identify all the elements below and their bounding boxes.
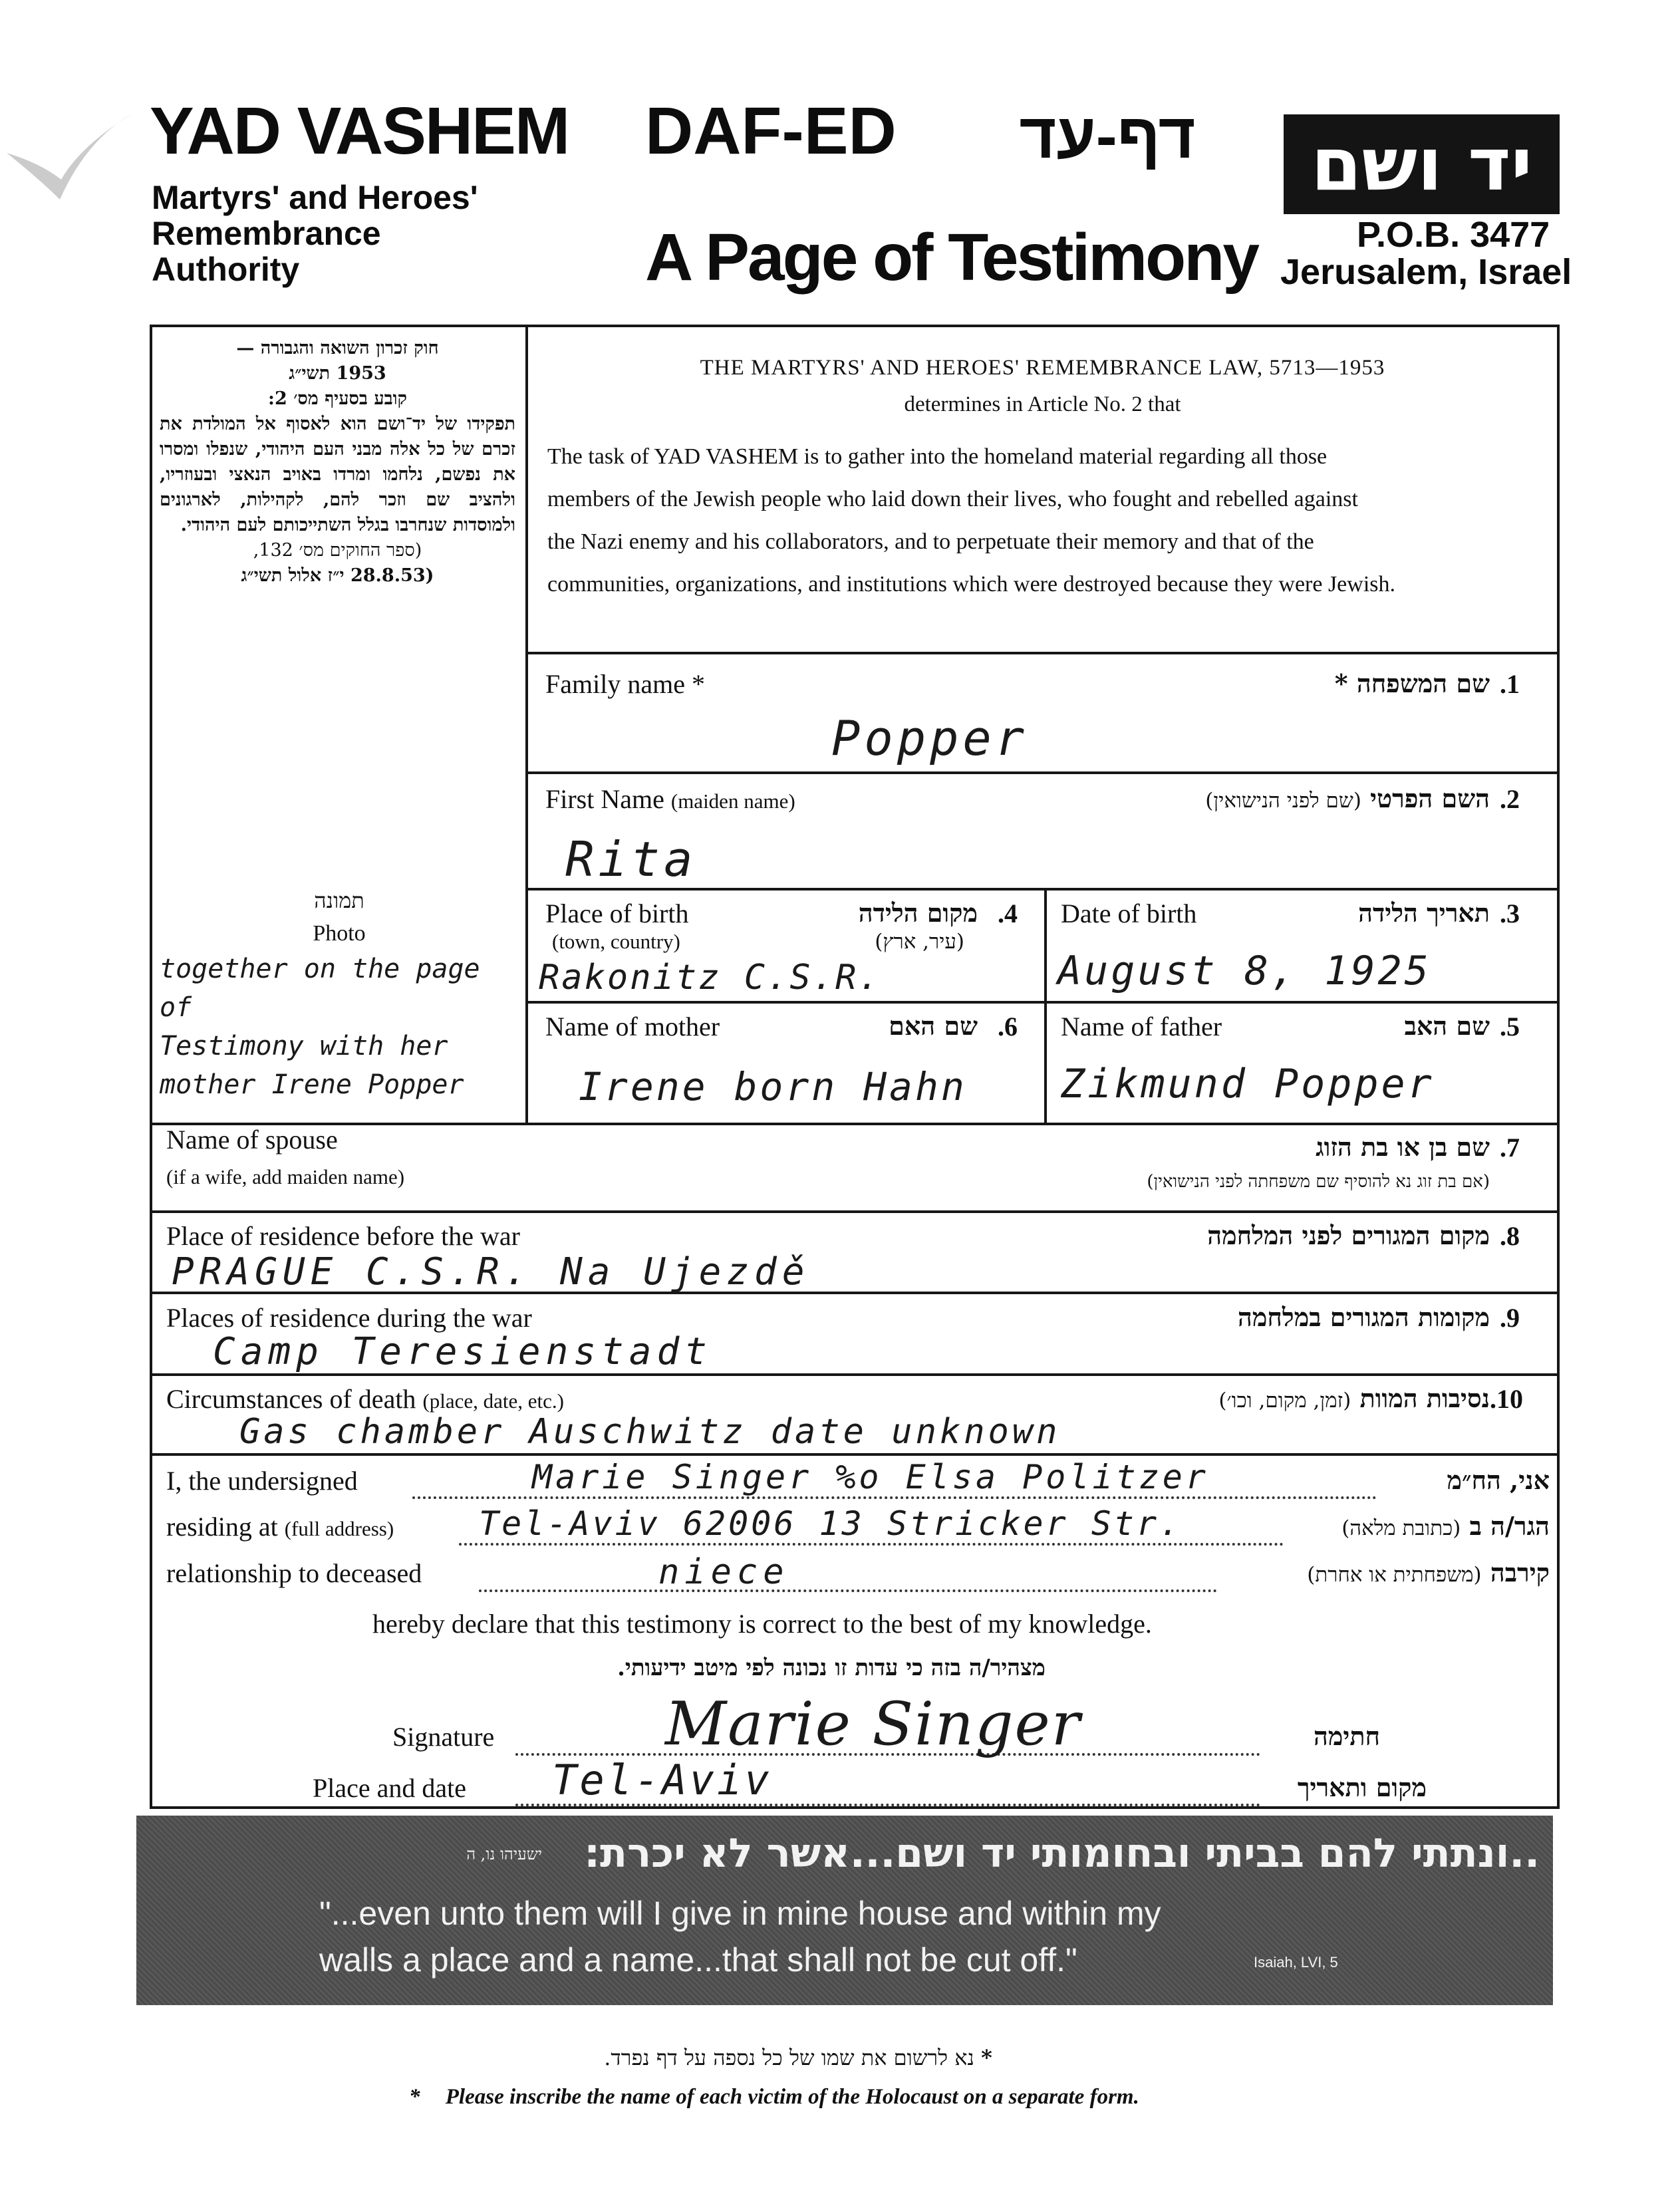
place-date-label: Place and date: [313, 1773, 466, 1803]
father-num: .5: [1500, 1012, 1520, 1041]
law-hebrew-ref1: (ספר החוקים מס׳ 132,: [253, 540, 422, 561]
footnote-english-text: Please inscribe the name of each victim of the Holocaust on a separate form.: [445, 2085, 1139, 2109]
law-hebrew-body: תפקידו של יד־ושם הוא לאסוף אל המולדת את זכרם של כל אלה מבני העם היהודי, שנפלו ומסרו את נפשם, נלחמו ומרדו באויב הנאצי ובעוזריו, ולהציב שם וזכר להם, לקהילות, לארגונים ולמוסדות שנחרבו בגלל השתייכותם לעם היהודי.: [160, 414, 515, 535]
first-name-label-text: First Name: [545, 784, 664, 814]
residence-before-value[interactable]: PRAGUE C.S.R. Na Ujezdě: [172, 1250, 810, 1294]
place-of-birth-num: .4: [998, 898, 1018, 928]
date-of-birth-label: Date of birth: [1061, 898, 1197, 928]
law-body-line2: members of the Jewish people who laid down their lives, who fought and rebelled against: [547, 487, 1358, 511]
place-of-birth-value[interactable]: Rakonitz C.S.R.: [539, 958, 881, 998]
page-subtitle: A Page of Testimony: [645, 220, 1258, 295]
law-english: [535, 356, 1550, 606]
law-subtitle: determines in Article No. 2 that: [904, 392, 1181, 416]
undersigned-label: I, the undersigned: [166, 1466, 358, 1496]
residence-during-label: Places of residence during the war: [166, 1303, 532, 1333]
family-name-value[interactable]: Popper: [831, 710, 1029, 766]
residence-during-value[interactable]: Camp Teresienstadt: [213, 1330, 712, 1373]
law-body-line1: The task of YAD VASHEM is to gather into the homeland material regarding all those: [547, 444, 1328, 469]
signature-value[interactable]: Marie Singer: [665, 1689, 1081, 1759]
residence-during-hebrew: מקומות המגורים במלחמה: [1238, 1302, 1490, 1332]
org-name: YAD VASHEM: [150, 94, 569, 168]
undersigned-hebrew: אני, הח״מ: [1447, 1465, 1550, 1495]
divider-law: [525, 652, 1560, 654]
undersigned-value[interactable]: Marie Singer %o Elsa Politzer: [532, 1458, 1209, 1496]
relation-line: [479, 1589, 1217, 1592]
po-box: P.O.B. 3477: [1357, 215, 1550, 255]
first-name-hebrew: [1091, 783, 1490, 814]
city: Jerusalem, Israel: [1280, 252, 1572, 292]
law-hebrew: [160, 336, 515, 589]
place-date-value[interactable]: Tel-Aviv: [552, 1756, 772, 1804]
org-subtitle-3: Authority: [152, 251, 300, 288]
spouse-hebrew-small: (אם בת זוג נא להוסיף שם משפחתה לפני הנישואין): [1147, 1172, 1490, 1192]
divider-first: [525, 888, 1560, 891]
divider-res-during: [150, 1373, 1560, 1376]
divider-parents: [150, 1123, 1560, 1125]
photo-note-line3: mother Irene Popper: [160, 1069, 464, 1100]
law-body-line3: the Nazi enemy and his collaborators, and to perpetuate their memory and that of the: [547, 529, 1314, 554]
relation-label: relationship to deceased: [166, 1558, 422, 1588]
footnote-english: [409, 2085, 1139, 2110]
footnote-hebrew: [466, 2045, 1131, 2070]
corner-mark-icon: [0, 100, 133, 206]
signature-hebrew: חתימה: [1313, 1721, 1380, 1751]
quote-ref: Isaiah, LVI, 5: [1254, 1954, 1338, 1971]
mother-num: .6: [998, 1012, 1018, 1041]
footnote-star-hebrew: *: [981, 2045, 992, 2070]
photo-note-line1: together on the page of: [160, 954, 480, 1023]
law-hebrew-ref2: (28.8.53 י״ז אלול תשי״ג: [241, 565, 434, 586]
mother-hebrew: שם האם: [889, 1011, 978, 1041]
footnote-hebrew-text: נא לרשום את שמו של כל נספה על דף נפרד.: [604, 2045, 974, 2070]
first-name-label: [545, 783, 795, 815]
law-hebrew-line1: חוק זכרון השואה והגבורה —: [236, 338, 439, 358]
death-hebrew-small: (זמן, מקום, וכו׳): [1218, 1389, 1351, 1413]
relation-hebrew-small: (משפחתית או אחרת): [1307, 1563, 1482, 1587]
place-of-birth-hebrew-small: (עיר, ארץ): [875, 930, 964, 954]
death-label-small: (place, date, etc.): [422, 1389, 564, 1413]
residence-before-num: .8: [1500, 1221, 1520, 1251]
declaration-hebrew: מצהיר/ה בזה כי עדות זו נכונה לפי מיטב ידיעותי.: [617, 1655, 1046, 1681]
first-name-value[interactable]: Rita: [565, 831, 697, 887]
footnote-star: *: [409, 2085, 420, 2109]
father-label: Name of father: [1061, 1012, 1222, 1041]
first-name-label-small: (maiden name): [670, 789, 795, 813]
address-value[interactable]: Tel-Aviv 62006 13 Stricker Str.: [479, 1504, 1183, 1543]
mother-label: Name of mother: [545, 1012, 720, 1041]
divider-death: [150, 1453, 1560, 1456]
law-body-line4: communities, organizations, and institutions which were destroyed because they were Jewish.: [547, 572, 1395, 597]
spouse-label: Name of spouse: [166, 1125, 338, 1155]
divider-spouse: [150, 1210, 1560, 1213]
place-date-hebrew: מקום ותאריך: [1297, 1772, 1427, 1802]
quote-band: [136, 1816, 1553, 2005]
place-of-birth-label-small: (town, country): [552, 930, 680, 953]
declaration-text: hereby declare that this testimony is correct to the best of my knowledge.: [372, 1609, 1152, 1639]
first-name-hebrew-small: (שם לפני הנישואין): [1205, 789, 1361, 813]
address-label-small: (full address): [284, 1517, 394, 1540]
photo-label-hebrew: תמונה: [314, 888, 364, 913]
residence-before-label: Place of residence before the war: [166, 1221, 520, 1251]
date-of-birth-num: .3: [1500, 898, 1520, 928]
birth-divider: [1044, 888, 1047, 1123]
address-hebrew-text: הגר/ה ב: [1469, 1511, 1550, 1541]
address-line: [459, 1543, 1284, 1546]
residence-before-hebrew: מקום המגורים לפני המלחמה: [1207, 1220, 1490, 1250]
place-of-birth-hebrew: מקום הלידה: [858, 898, 978, 928]
death-value[interactable]: Gas chamber Auschwitz date unknown: [239, 1412, 1061, 1452]
relation-hebrew: [1224, 1558, 1550, 1588]
photo-label: Photo: [313, 921, 366, 946]
residence-during-num: .9: [1500, 1303, 1520, 1333]
org-subtitle-1: Martyrs' and Heroes': [152, 179, 478, 216]
death-hebrew-text: נסיבות המוות: [1359, 1383, 1490, 1413]
death-num: .10: [1490, 1384, 1523, 1414]
address-label-text: residing at: [166, 1512, 278, 1542]
address-hebrew: [1290, 1511, 1550, 1542]
death-label: [166, 1383, 564, 1415]
photo-note: [160, 950, 519, 1104]
title-latin: DAF-ED: [645, 94, 897, 168]
divider-birth: [525, 1001, 1560, 1004]
law-hebrew-line2: 1953 תשי״ג: [289, 363, 386, 384]
photo-note-line2: Testimony with her: [160, 1031, 448, 1061]
org-subtitle-2: Remembrance: [152, 215, 381, 252]
relation-hebrew-text: קירבה: [1490, 1558, 1550, 1587]
yad-vashem-logo: [1284, 114, 1560, 214]
law-title: THE MARTYRS' AND HEROES' REMEMBRANCE LAW, 5713—1953: [700, 356, 1385, 380]
death-label-text: Circumstances of death: [166, 1384, 416, 1414]
quote-hebrew-ref: ישעיהו נו, ה: [466, 1845, 542, 1863]
title-hebrew: דף-עד: [1019, 100, 1196, 172]
quote-line1: "...even unto them will I give in mine house and within my: [319, 1895, 1161, 1932]
logo-text: יד ושם: [1310, 122, 1533, 207]
spouse-num: .7: [1500, 1133, 1520, 1163]
family-name-label: Family name *: [545, 669, 705, 699]
mother-value[interactable]: Irene born Hahn: [579, 1064, 967, 1109]
signature-label: Signature: [392, 1722, 495, 1752]
death-hebrew: [998, 1383, 1490, 1414]
first-name-hebrew-text: השם הפרטי: [1370, 783, 1490, 813]
family-name-num: .1: [1500, 669, 1520, 699]
spouse-label-small: (if a wife, add maiden name): [166, 1165, 405, 1188]
quote-line2: walls a place and a name...that shall not be cut off.": [319, 1941, 1077, 1979]
law-body: [535, 436, 1550, 606]
law-hebrew-line3: קובע בסעיף מס׳ 2:: [268, 388, 407, 409]
father-value[interactable]: Zikmund Popper: [1061, 1061, 1435, 1107]
father-hebrew: שם האב: [1404, 1011, 1490, 1041]
divider-family: [525, 771, 1560, 774]
address-label: [166, 1511, 394, 1542]
address-hebrew-small: (כתובת מלאה): [1341, 1516, 1461, 1540]
family-name-hebrew: שם המשפחה *: [1334, 668, 1490, 698]
relation-value[interactable]: niece: [658, 1552, 789, 1592]
date-of-birth-value[interactable]: August 8, 1925: [1057, 948, 1431, 994]
first-name-num: .2: [1500, 784, 1520, 814]
quote-hebrew: ..ונתתי להם בביתי ובחומותי יד ושם...אשר לא יכרת:: [584, 1830, 1540, 1877]
place-of-birth-label: Place of birth: [545, 898, 689, 928]
spouse-hebrew: שם בן או בת הזוג: [1316, 1132, 1490, 1162]
undersigned-line: [412, 1496, 1377, 1499]
date-of-birth-hebrew: תאריך הלידה: [1358, 898, 1490, 928]
